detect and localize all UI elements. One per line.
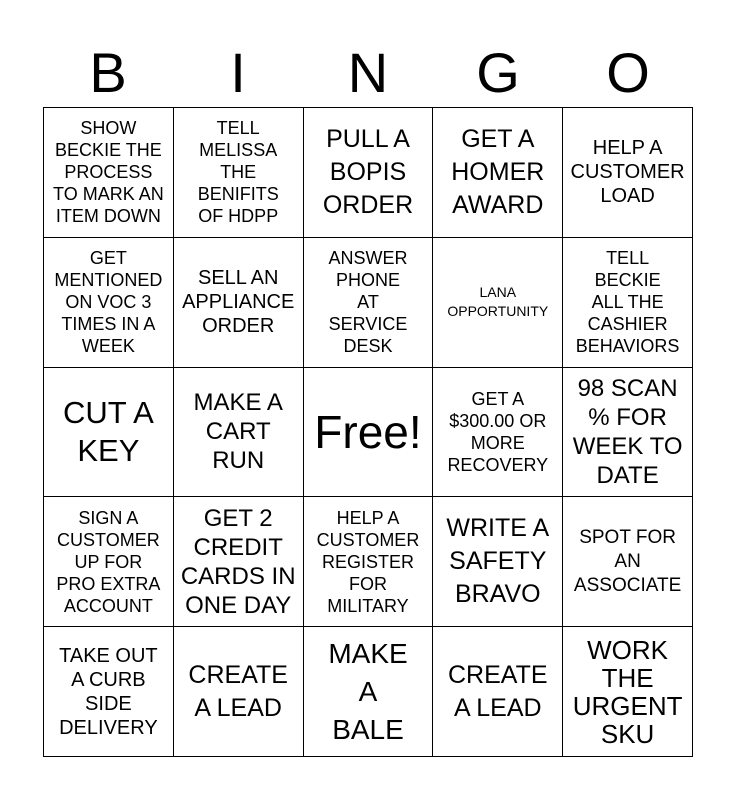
bingo-cell-r2-c5[interactable] (563, 238, 693, 368)
bingo-grid (43, 107, 693, 757)
cell-label: SIGN A CUSTOMER UP FOR PRO EXTRA ACCOUNT (56, 507, 161, 616)
cell-label: PULL A BOPIS ORDER (322, 124, 414, 219)
header-letter-b: B (89, 41, 127, 104)
bingo-cell-r4-c1[interactable] (44, 497, 174, 627)
bingo-cell-r5-c1[interactable] (44, 627, 174, 757)
cell-label: WORK THE URGENT SKU (572, 634, 683, 749)
bingo-cell-r3-c1[interactable] (44, 368, 174, 498)
header-letter-i: I (230, 41, 246, 104)
cell-label: CUT A KEY (63, 394, 154, 468)
cell-label: TELL BECKIE ALL THE CASHIER BEHAVIORS (575, 248, 680, 357)
cell-label: SPOT FOR AN ASSOCIATE (573, 526, 682, 596)
cell-label: MAKE A CART RUN (193, 389, 283, 475)
bingo-cell-r1-c4[interactable] (433, 108, 563, 238)
bingo-cell-r5-c3[interactable] (304, 627, 434, 757)
bingo-cell-r1-c1[interactable] (44, 108, 174, 238)
bingo-cell-r4-c5[interactable] (563, 497, 693, 627)
free-space-label: Free! (314, 405, 422, 458)
cell-label: LANA OPPORTUNITY (447, 284, 549, 320)
bingo-cell-r2-c4[interactable] (433, 238, 563, 368)
header-letter-n: N (347, 41, 389, 104)
bingo-cell-r5-c4[interactable] (433, 627, 563, 757)
cell-label: WRITE A SAFETY BRAVO (446, 514, 550, 609)
bingo-cell-r1-c2[interactable] (174, 108, 304, 238)
bingo-cell-r1-c5[interactable] (563, 108, 693, 238)
header-letter-g: G (476, 41, 520, 104)
cell-label: GET MENTIONED ON VOC 3 TIMES IN A WEEK (54, 248, 163, 357)
bingo-cell-r3-c4[interactable] (433, 368, 563, 498)
cell-label: TELL MELISSA THE BENIFITS OF HDPP (197, 118, 279, 227)
bingo-cell-r4-c4[interactable] (433, 497, 563, 627)
bingo-cell-r2-c2[interactable] (174, 238, 304, 368)
bingo-cell-r3-c2[interactable] (174, 368, 304, 498)
cell-label: GET A HOMER AWARD (451, 124, 545, 219)
cell-label: TAKE OUT A CURB SIDE DELIVERY (59, 644, 158, 739)
cell-label: MAKE A BALE (328, 637, 408, 745)
cell-label: SELL AN APPLIANCE ORDER (182, 267, 295, 338)
cell-label: CREATE A LEAD (188, 660, 288, 722)
header-letter-o: O (606, 41, 650, 104)
cell-label: HELP A CUSTOMER LOAD (570, 137, 685, 208)
cell-label: 98 SCAN % FOR WEEK TO DATE (572, 374, 683, 489)
bingo-cell-r4-c3[interactable] (304, 497, 434, 627)
cell-label: GET 2 CREDIT CARDS IN ONE DAY (180, 504, 296, 619)
bingo-cell-free[interactable] (304, 368, 434, 498)
bingo-cell-r4-c2[interactable] (174, 497, 304, 627)
cell-label: GET A $300.00 OR MORE RECOVERY (447, 388, 549, 475)
bingo-cell-r5-c2[interactable] (174, 627, 304, 757)
cell-label: CREATE A LEAD (448, 660, 548, 722)
cell-label: ANSWER PHONE AT SERVICE DESK (328, 248, 408, 357)
cell-label: SHOW BECKIE THE PROCESS TO MARK AN ITEM DOWN (53, 118, 164, 227)
bingo-cell-r3-c5[interactable] (563, 368, 693, 498)
bingo-cell-r1-c3[interactable] (304, 108, 434, 238)
bingo-cell-r2-c1[interactable] (44, 238, 174, 368)
bingo-header (43, 40, 693, 106)
cell-label: HELP A CUSTOMER REGISTER FOR MILITARY (316, 507, 420, 616)
bingo-cell-r5-c5[interactable] (563, 627, 693, 757)
bingo-cell-r2-c3[interactable] (304, 238, 434, 368)
